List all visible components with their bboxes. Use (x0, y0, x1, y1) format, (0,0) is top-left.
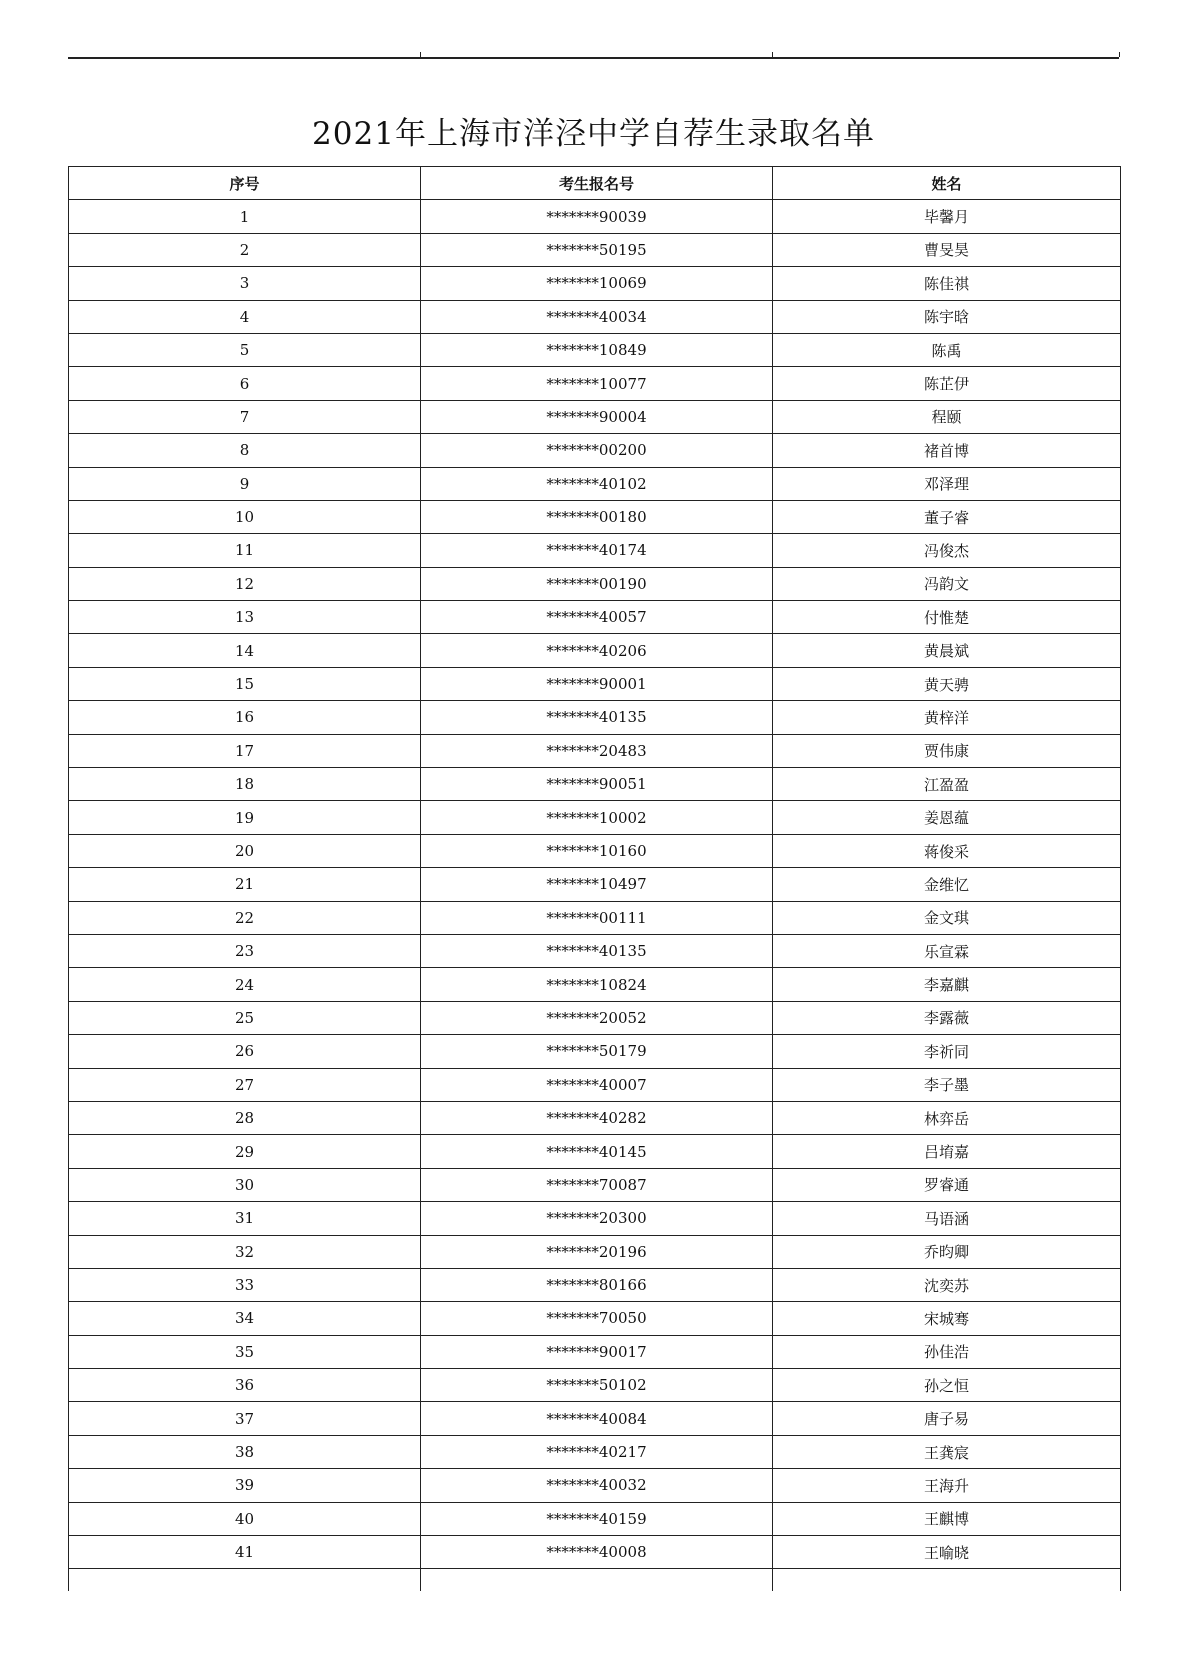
page-title: 2021年上海市洋泾中学自荐生录取名单 (312, 116, 875, 152)
cell-name: 褚首博 (773, 434, 1121, 467)
cell-registration-number: *******90039 (421, 200, 773, 233)
cell-name: 金维忆 (773, 868, 1121, 901)
cell-index: 41 (69, 1536, 421, 1569)
cell-name: 毕馨月 (773, 200, 1121, 233)
cell-index: 32 (69, 1235, 421, 1268)
cell-index: 30 (69, 1168, 421, 1201)
cell-registration-number: *******90004 (421, 400, 773, 433)
table-row (69, 1536, 1121, 1569)
cell-name: 黄天骋 (773, 667, 1121, 700)
column-header-name: 姓名 (773, 167, 1121, 200)
cell-registration-number: *******40135 (421, 701, 773, 734)
cell-index: 34 (69, 1302, 421, 1335)
cell-registration-number: *******90051 (421, 768, 773, 801)
table-row (69, 1235, 1121, 1268)
cell-index: 19 (69, 801, 421, 834)
top-rule-tick (1119, 52, 1120, 57)
cell-registration-number: *******10849 (421, 333, 773, 366)
cell-index: 31 (69, 1202, 421, 1235)
table-row (69, 1135, 1121, 1168)
cell-index: 40 (69, 1502, 421, 1535)
cell-index: 9 (69, 467, 421, 500)
table-row (69, 934, 1121, 967)
table-row (69, 768, 1121, 801)
cell-index: 15 (69, 667, 421, 700)
empty-cell (421, 1569, 773, 1592)
cell-name: 马语涵 (773, 1202, 1121, 1235)
table-row (69, 1068, 1121, 1101)
table-row (69, 467, 1121, 500)
cell-index: 37 (69, 1402, 421, 1435)
table-row (69, 500, 1121, 533)
cell-name: 姜恩蕴 (773, 801, 1121, 834)
table-row (69, 1001, 1121, 1034)
cell-name: 陈佳祺 (773, 267, 1121, 300)
table-row (69, 300, 1121, 333)
table-body (69, 200, 1121, 1592)
table-row (69, 233, 1121, 266)
cell-registration-number: *******10497 (421, 868, 773, 901)
cell-name: 黄晨斌 (773, 634, 1121, 667)
cell-name: 王海升 (773, 1469, 1121, 1502)
cell-name: 黄梓洋 (773, 701, 1121, 734)
cell-registration-number: *******20196 (421, 1235, 773, 1268)
table-header-row (69, 167, 1121, 200)
cell-registration-number: *******80166 (421, 1268, 773, 1301)
table-row (69, 834, 1121, 867)
cell-registration-number: *******40008 (421, 1536, 773, 1569)
table-row (69, 1502, 1121, 1535)
cell-registration-number: *******40057 (421, 601, 773, 634)
cell-index: 33 (69, 1268, 421, 1301)
cell-registration-number: *******40159 (421, 1502, 773, 1535)
cell-name: 陈禹 (773, 333, 1121, 366)
column-header-index: 序号 (69, 167, 421, 200)
cell-index: 22 (69, 901, 421, 934)
cell-index: 39 (69, 1469, 421, 1502)
table-row (69, 1202, 1121, 1235)
cell-name: 董子睿 (773, 500, 1121, 533)
cell-name: 乐宣霖 (773, 934, 1121, 967)
table-continuation-row (69, 1569, 1121, 1592)
top-rule (68, 57, 1119, 59)
cell-registration-number: *******40084 (421, 1402, 773, 1435)
cell-name: 沈奕苏 (773, 1268, 1121, 1301)
table-row (69, 1369, 1121, 1402)
cell-name: 孙佳浩 (773, 1335, 1121, 1368)
cell-name: 冯俊杰 (773, 534, 1121, 567)
cell-name: 曹旻昊 (773, 233, 1121, 266)
table-row (69, 868, 1121, 901)
cell-name: 孙之恒 (773, 1369, 1121, 1402)
cell-index: 4 (69, 300, 421, 333)
cell-registration-number: *******40034 (421, 300, 773, 333)
cell-registration-number: *******90017 (421, 1335, 773, 1368)
table-row (69, 634, 1121, 667)
cell-name: 罗睿通 (773, 1168, 1121, 1201)
cell-name: 李露薇 (773, 1001, 1121, 1034)
admission-table (68, 166, 1121, 1591)
table-row (69, 400, 1121, 433)
cell-index: 2 (69, 233, 421, 266)
cell-name: 蒋俊采 (773, 834, 1121, 867)
cell-name: 付惟楚 (773, 601, 1121, 634)
cell-registration-number: *******40135 (421, 934, 773, 967)
cell-index: 25 (69, 1001, 421, 1034)
cell-index: 35 (69, 1335, 421, 1368)
cell-index: 7 (69, 400, 421, 433)
cell-registration-number: *******40007 (421, 1068, 773, 1101)
cell-index: 11 (69, 534, 421, 567)
table-row (69, 968, 1121, 1001)
table-row (69, 367, 1121, 400)
cell-name: 金文琪 (773, 901, 1121, 934)
cell-registration-number: *******10160 (421, 834, 773, 867)
cell-registration-number: *******40282 (421, 1101, 773, 1134)
cell-index: 29 (69, 1135, 421, 1168)
column-header-registration-number: 考生报名号 (421, 167, 773, 200)
cell-name: 王喻晓 (773, 1536, 1121, 1569)
table-row (69, 333, 1121, 366)
cell-index: 36 (69, 1369, 421, 1402)
cell-registration-number: *******20483 (421, 734, 773, 767)
cell-index: 3 (69, 267, 421, 300)
cell-registration-number: *******00111 (421, 901, 773, 934)
cell-registration-number: *******50195 (421, 233, 773, 266)
cell-registration-number: *******20052 (421, 1001, 773, 1034)
cell-registration-number: *******20300 (421, 1202, 773, 1235)
empty-cell (69, 1569, 421, 1592)
cell-name: 程颐 (773, 400, 1121, 433)
cell-name: 吕堉嘉 (773, 1135, 1121, 1168)
cell-index: 24 (69, 968, 421, 1001)
table-row (69, 1168, 1121, 1201)
cell-registration-number: *******10077 (421, 367, 773, 400)
cell-index: 14 (69, 634, 421, 667)
table-row (69, 734, 1121, 767)
cell-index: 27 (69, 1068, 421, 1101)
cell-index: 10 (69, 500, 421, 533)
cell-registration-number: *******10824 (421, 968, 773, 1001)
cell-index: 20 (69, 834, 421, 867)
cell-index: 23 (69, 934, 421, 967)
cell-registration-number: *******70050 (421, 1302, 773, 1335)
cell-index: 21 (69, 868, 421, 901)
table-row (69, 434, 1121, 467)
cell-name: 陈芷伊 (773, 367, 1121, 400)
table-row (69, 1469, 1121, 1502)
cell-registration-number: *******70087 (421, 1168, 773, 1201)
table-row (69, 1101, 1121, 1134)
cell-index: 28 (69, 1101, 421, 1134)
cell-index: 1 (69, 200, 421, 233)
cell-index: 16 (69, 701, 421, 734)
cell-name: 王麒博 (773, 1502, 1121, 1535)
table-row (69, 701, 1121, 734)
table-row (69, 1335, 1121, 1368)
cell-name: 李祈同 (773, 1035, 1121, 1068)
table-row (69, 200, 1121, 233)
cell-registration-number: *******40174 (421, 534, 773, 567)
cell-name: 林弈岳 (773, 1101, 1121, 1134)
table-row (69, 267, 1121, 300)
cell-registration-number: *******40102 (421, 467, 773, 500)
table-row (69, 1435, 1121, 1468)
cell-name: 贾伟康 (773, 734, 1121, 767)
cell-name: 唐子易 (773, 1402, 1121, 1435)
top-rule-tick (420, 52, 421, 57)
cell-registration-number: *******40217 (421, 1435, 773, 1468)
table-row (69, 901, 1121, 934)
table-row (69, 801, 1121, 834)
cell-index: 13 (69, 601, 421, 634)
cell-name: 江盈盈 (773, 768, 1121, 801)
table-row (69, 534, 1121, 567)
cell-name: 王龚宸 (773, 1435, 1121, 1468)
cell-index: 8 (69, 434, 421, 467)
cell-registration-number: *******40145 (421, 1135, 773, 1168)
cell-index: 17 (69, 734, 421, 767)
table-row (69, 1302, 1121, 1335)
cell-registration-number: *******10069 (421, 267, 773, 300)
table-row (69, 1035, 1121, 1068)
cell-name: 乔昀卿 (773, 1235, 1121, 1268)
cell-index: 5 (69, 333, 421, 366)
cell-name: 李子墨 (773, 1068, 1121, 1101)
cell-name: 冯韵文 (773, 567, 1121, 600)
cell-registration-number: *******50102 (421, 1369, 773, 1402)
cell-index: 12 (69, 567, 421, 600)
cell-name: 邓泽理 (773, 467, 1121, 500)
cell-registration-number: *******00200 (421, 434, 773, 467)
table-row (69, 667, 1121, 700)
cell-registration-number: *******00190 (421, 567, 773, 600)
cell-name: 陈宇晗 (773, 300, 1121, 333)
cell-index: 26 (69, 1035, 421, 1068)
cell-registration-number: *******10002 (421, 801, 773, 834)
cell-registration-number: *******40032 (421, 1469, 773, 1502)
empty-cell (773, 1569, 1121, 1592)
table-row (69, 601, 1121, 634)
cell-index: 18 (69, 768, 421, 801)
table-row (69, 1268, 1121, 1301)
cell-registration-number: *******90001 (421, 667, 773, 700)
cell-name: 宋城骞 (773, 1302, 1121, 1335)
cell-registration-number: *******50179 (421, 1035, 773, 1068)
top-rule-tick (772, 52, 773, 57)
table-row (69, 1402, 1121, 1435)
table-row (69, 567, 1121, 600)
cell-name: 李嘉麒 (773, 968, 1121, 1001)
cell-index: 38 (69, 1435, 421, 1468)
cell-index: 6 (69, 367, 421, 400)
cell-registration-number: *******40206 (421, 634, 773, 667)
cell-registration-number: *******00180 (421, 500, 773, 533)
